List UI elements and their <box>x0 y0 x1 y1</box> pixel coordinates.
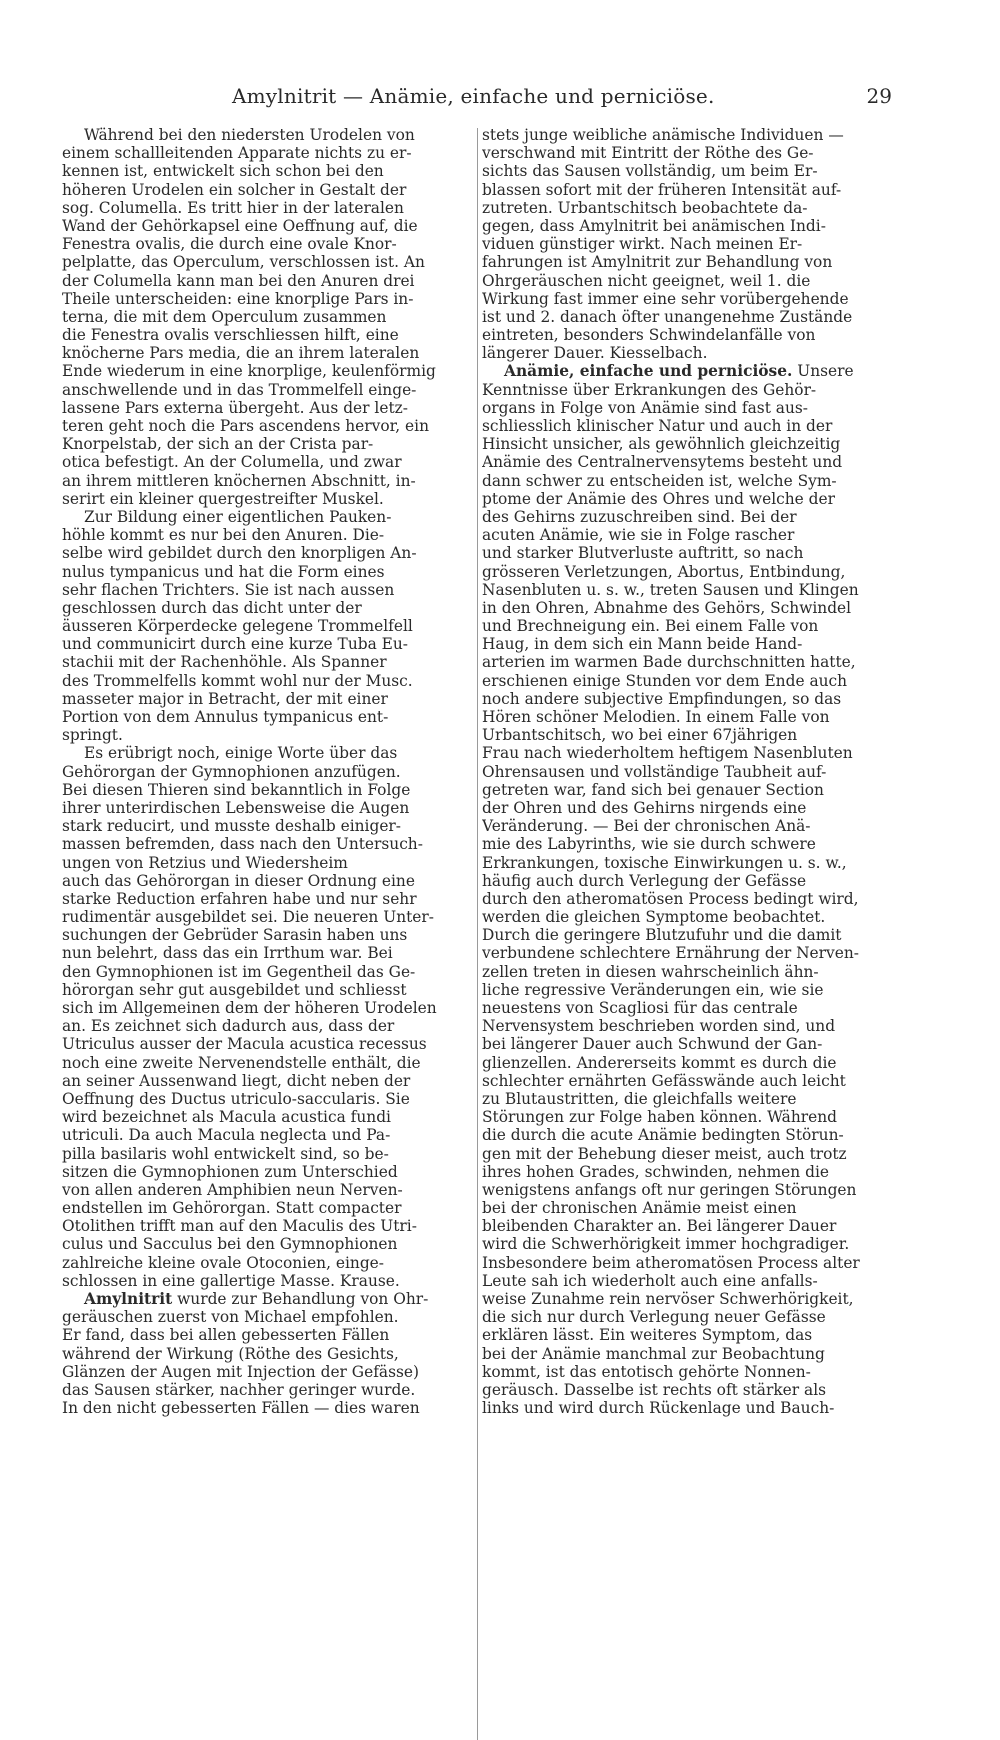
text-line <box>482 144 890 162</box>
line-text: Hören schöner Melodien. In einem Falle von <box>482 708 830 726</box>
text-line <box>482 563 890 581</box>
text-line <box>482 1217 890 1235</box>
line-text: auch das Gehörorgan in dieser Ordnung eine <box>62 871 415 890</box>
line-text: ungen von Retzius und Wiedersheim <box>62 853 348 872</box>
text-line <box>482 1035 890 1053</box>
line-text: grösseren Verletzungen, Abortus, Entbindung, <box>482 562 846 581</box>
line-text: in den Ohren, Abnahme des Gehörs, Schwindel <box>482 598 852 617</box>
text-line <box>62 672 474 690</box>
line-text: In den nicht gebesserten Fällen — dies waren <box>62 1399 420 1418</box>
text-line <box>482 181 890 199</box>
text-line <box>62 744 474 762</box>
line-text: kennen ist, entwickelt sich schon bei den <box>62 162 384 181</box>
text-line <box>482 417 890 435</box>
line-text: stark reducirt, und musste deshalb einiger- <box>62 817 401 836</box>
line-text: geräusch. Dasselbe ist rechts oft stärker als <box>482 1380 827 1399</box>
line-text: Kenntnisse über Erkrankungen des Gehör- <box>482 380 817 399</box>
line-text: erschienen einige Stunden vor dem Ende auch <box>482 671 848 690</box>
text-line <box>482 1108 890 1126</box>
line-text: getreten war, fand sich bei genauer Section <box>482 780 824 799</box>
line-text: werden die gleichen Symptome beobachtet. <box>482 908 826 927</box>
text-line <box>62 581 474 599</box>
text-line <box>62 526 474 544</box>
line-text: Theile unterscheiden: eine knorplige Pars in- <box>62 289 414 308</box>
text-line <box>62 1254 474 1272</box>
text-line <box>62 1090 474 1108</box>
text-line <box>482 344 890 362</box>
line-text: sichts das Sausen vollständig, um beim Er- <box>482 162 818 181</box>
line-text: die durch die acute Anämie bedingten Störun- <box>482 1126 844 1145</box>
text-line <box>62 1054 474 1072</box>
keyword-heading: Amylnitrit <box>84 1290 173 1308</box>
line-text: gegen, dass Amylnitrit bei anämischen Indi- <box>482 216 826 235</box>
line-text: von allen anderen Amphibien neun Nerven- <box>62 1180 403 1199</box>
text-line <box>482 963 890 981</box>
line-text: während der Wirkung (Röthe des Gesichts, <box>62 1344 399 1363</box>
line-text: Otolithen trifft man auf den Maculis des Utri- <box>62 1217 417 1236</box>
line-text: Portion von dem Annulus tympanicus ent- <box>62 708 389 726</box>
line-text: liche regressive Veränderungen ein, wie sie <box>482 980 824 999</box>
text-line <box>482 435 890 453</box>
text-line <box>62 144 474 162</box>
text-line <box>62 835 474 853</box>
text-line <box>482 1308 890 1326</box>
text-line <box>482 526 890 544</box>
text-line <box>62 1035 474 1053</box>
line-text: das Sausen stärker, nachher geringer wurde. <box>62 1380 416 1399</box>
text-line <box>482 1163 890 1181</box>
text-line <box>62 944 474 962</box>
line-text: arterien im warmen Bade durchschnitten hatte, <box>482 653 856 672</box>
line-text: hörorgan sehr gut ausgebildet und schliesst <box>62 980 407 999</box>
text-line <box>482 872 890 890</box>
line-text: links und wird durch Rückenlage und Bauch- <box>482 1399 835 1418</box>
text-line <box>482 1072 890 1090</box>
text-line <box>62 417 474 435</box>
line-text: Er fand, dass bei allen gebesserten Fällen <box>62 1326 390 1345</box>
text-line <box>482 890 890 908</box>
text-line <box>482 1290 890 1308</box>
line-text: neuestens von Scagliosi für das centrale <box>482 999 798 1017</box>
line-text: selbe wird gebildet durch den knorpligen An- <box>62 544 417 563</box>
text-line <box>482 854 890 872</box>
line-text: Wirkung fast immer eine sehr vorübergehende <box>482 289 849 308</box>
text-line <box>62 617 474 635</box>
text-line <box>482 835 890 853</box>
text-line <box>62 1399 474 1417</box>
line-text: und communicirt durch eine kurze Tuba Eu- <box>62 635 409 654</box>
text-line <box>482 1145 890 1163</box>
line-text: gen mit der Behebung dieser meist, auch trotz <box>482 1144 847 1163</box>
line-text: schlossen in eine gallertige Masse. Krause. <box>62 1271 400 1290</box>
text-line <box>62 217 474 235</box>
line-text: und Brechneigung ein. Bei einem Falle von <box>482 617 819 636</box>
text-line <box>482 908 890 926</box>
text-line <box>482 744 890 762</box>
text-line <box>62 1290 474 1308</box>
line-text: sehr flachen Trichters. Sie ist nach aussen <box>62 580 395 599</box>
line-text: Durch die geringere Blutzufuhr und die damit <box>482 926 842 945</box>
line-text: terna, die mit dem Operculum zusammen <box>62 307 387 326</box>
line-text: schliesslich klinischer Natur und auch in der <box>482 417 833 435</box>
text-line <box>62 1163 474 1181</box>
line-text: Glänzen der Augen mit Injection der Gefässe) <box>62 1362 419 1381</box>
text-line <box>482 690 890 708</box>
line-text: Während bei den niedersten Urodelen von <box>84 126 415 144</box>
line-text: erklären lässt. Ein weiteres Symptom, das <box>482 1326 813 1345</box>
line-text: sog. Columella. Es tritt hier in der lateralen <box>62 198 404 217</box>
line-text: Unsere <box>792 362 854 381</box>
line-text: an. Es zeichnet sich dadurch aus, dass der <box>62 1017 395 1036</box>
line-text: durch den atheromatösen Process bedingt wird, <box>482 889 859 908</box>
line-text: suchungen der Gebrüder Sarasin haben uns <box>62 926 408 945</box>
line-text: geräuschen zuerst von Michael empfohlen. <box>62 1308 399 1327</box>
line-text: stachii mit der Rachenhöhle. Als Spanner <box>62 653 387 672</box>
line-text: an ihrem mittleren knöchernen Abschnitt, in- <box>62 471 416 490</box>
line-text: noch eine zweite Nervenendstelle enthält, die <box>62 1053 421 1072</box>
text-line <box>482 453 890 471</box>
text-line <box>482 599 890 617</box>
text-line <box>62 290 474 308</box>
text-line <box>482 581 890 599</box>
text-line <box>62 490 474 508</box>
line-text: fahrungen ist Amylnitrit zur Behandlung von <box>482 253 833 272</box>
text-line <box>482 1399 890 1417</box>
text-line <box>62 162 474 180</box>
text-line <box>62 1181 474 1199</box>
line-text: geschlossen durch das dicht unter der <box>62 598 362 617</box>
text-line <box>62 890 474 908</box>
text-line <box>62 453 474 471</box>
text-line <box>482 508 890 526</box>
line-text: utriculi. Da auch Macula neglecta und Pa- <box>62 1126 391 1145</box>
line-text: weise Zunahme rein nervöser Schwerhörigkeit, <box>482 1290 854 1308</box>
text-line <box>482 272 890 290</box>
line-text: culus und Sacculus bei den Gymnophionen <box>62 1235 398 1254</box>
line-text: Störungen zur Folge haben können. Während <box>482 1108 837 1127</box>
text-line <box>62 763 474 781</box>
line-text: der Ohren und des Gehirns nirgends eine <box>482 798 807 817</box>
line-text: verbundene schlechtere Ernährung der Nerven- <box>482 944 859 963</box>
line-text: ptome der Anämie des Ohres und welche der <box>482 489 835 508</box>
line-text: knöcherne Pars media, die an ihrem lateralen <box>62 344 420 363</box>
text-line <box>482 126 890 144</box>
text-line <box>482 763 890 781</box>
line-text: ist und 2. danach öfter unangenehme Zustände <box>482 307 853 326</box>
line-text: den Gymnophionen ist im Gegentheil das Ge- <box>62 962 416 981</box>
text-line <box>482 290 890 308</box>
text-line <box>482 944 890 962</box>
line-text: der Columella kann man bei den Anuren drei <box>62 271 415 290</box>
line-text: lassene Pars externa übergeht. Aus der letz- <box>62 398 408 417</box>
line-text: verschwand mit Eintritt der Röthe des Ge- <box>482 144 814 163</box>
line-text: Nasenbluten u. s. w., treten Sausen und Klingen <box>482 580 859 599</box>
text-line <box>482 326 890 344</box>
line-text: mie des Labyrinths, wie sie durch schwere <box>482 835 816 854</box>
text-line <box>482 708 890 726</box>
line-text: blassen sofort mit der früheren Intensität auf- <box>482 180 842 199</box>
line-text: äusseren Körperdecke gelegene Trommelfell <box>62 617 413 636</box>
line-text: nulus tympanicus und hat die Form eines <box>62 562 385 581</box>
line-text: wird bezeichnet als Macula acustica fundi <box>62 1108 391 1127</box>
text-line <box>482 1199 890 1217</box>
line-text: endstellen im Gehörorgan. Statt compacter <box>62 1199 402 1218</box>
line-text: organs in Folge von Anämie sind fast aus- <box>482 398 808 417</box>
text-line <box>62 781 474 799</box>
line-text: die sich nur durch Verlegung neuer Gefässe <box>482 1308 826 1327</box>
text-line <box>62 344 474 362</box>
line-text: sitzen die Gymnophionen zum Unterschied <box>62 1162 398 1181</box>
line-text: Ohrensausen und vollständige Taubheit auf- <box>482 762 827 781</box>
line-text: eintreten, besonders Schwindelanfälle von <box>482 326 816 345</box>
text-line <box>62 708 474 726</box>
line-text: zahlreiche kleine ovale Otoconien, einge- <box>62 1253 384 1272</box>
line-text: Urbantschitsch, wo bei einer 67jährigen <box>482 726 798 745</box>
line-text: und starker Blutverluste auftritt, so nach <box>482 544 804 563</box>
text-line <box>482 217 890 235</box>
line-text: Bei diesen Thieren sind bekanntlich in Folge <box>62 780 411 799</box>
line-text: des Trommelfells kommt wohl nur der Musc. <box>62 671 413 690</box>
text-line <box>482 926 890 944</box>
line-text: ihrer unterirdischen Lebensweise die Augen <box>62 798 410 817</box>
line-text: viduen günstiger wirkt. Nach meinen Er- <box>482 235 803 254</box>
text-line <box>62 308 474 326</box>
line-text: häufig auch durch Verlegung der Gefässe <box>482 871 807 890</box>
line-text: stets junge weibliche anämische Individuen — <box>482 126 844 144</box>
line-text: anschwellende und in das Trommelfell einge- <box>62 380 417 399</box>
text-line <box>62 1326 474 1344</box>
text-line <box>482 1254 890 1272</box>
text-line <box>62 1235 474 1253</box>
line-text: starke Reduction erfahren habe und nur sehr <box>62 889 417 908</box>
text-line <box>62 981 474 999</box>
text-line <box>62 272 474 290</box>
text-line <box>62 435 474 453</box>
text-line <box>62 854 474 872</box>
text-line <box>62 635 474 653</box>
text-line <box>482 1345 890 1363</box>
text-line <box>482 981 890 999</box>
text-line <box>62 926 474 944</box>
text-line <box>482 781 890 799</box>
text-line <box>62 199 474 217</box>
line-text: wurde zur Behandlung von Ohr- <box>172 1290 429 1308</box>
text-line <box>482 999 890 1017</box>
line-text: ihres hohen Grades, schwinden, nehmen die <box>482 1162 829 1181</box>
text-line <box>62 1363 474 1381</box>
text-line <box>62 799 474 817</box>
text-line <box>62 181 474 199</box>
text-line <box>62 1345 474 1363</box>
line-text: Oeffnung des Ductus utriculo-saccularis. Sie <box>62 1089 410 1108</box>
text-line <box>62 399 474 417</box>
line-text: Haug, in dem sich ein Mann beide Hand- <box>482 635 803 654</box>
text-line <box>62 253 474 271</box>
keyword-heading: Anämie, einfache und perniciöse. <box>504 362 793 381</box>
text-line <box>62 690 474 708</box>
text-line <box>62 544 474 562</box>
text-line <box>482 199 890 217</box>
line-text: massen befremden, dass nach den Untersuch- <box>62 835 423 854</box>
line-text: Hinsicht unsicher, als gewöhnlich gleichzeitig <box>482 435 841 454</box>
line-text: rudimentär ausgebildet sei. Die neueren Unter- <box>62 908 434 927</box>
text-line <box>62 126 474 144</box>
text-line <box>482 472 890 490</box>
line-text: Leute sah ich wiederholt auch eine anfalls- <box>482 1271 818 1290</box>
text-line <box>482 799 890 817</box>
right-column <box>482 126 890 1417</box>
text-line <box>62 381 474 399</box>
text-line <box>482 635 890 653</box>
line-text: sich im Allgemeinen dem der höheren Urodelen <box>62 999 437 1017</box>
text-line <box>62 472 474 490</box>
line-text: dann schwer zu entscheiden ist, welche Sym- <box>482 471 837 490</box>
line-text: Ende wiederum in eine knorplige, keulenförmig <box>62 362 436 381</box>
text-line <box>482 1181 890 1199</box>
line-text: noch andere subjective Empfindungen, so das <box>482 689 842 708</box>
line-text: pelplatte, das Operculum, verschlossen ist. An <box>62 253 425 272</box>
text-line <box>62 1145 474 1163</box>
line-text: bleibenden Charakter an. Bei längerer Dauer <box>482 1217 837 1236</box>
line-text: Anämie des Centralnervensytems besteht und <box>482 453 843 472</box>
line-text: springt. <box>62 726 123 745</box>
line-text: schlechter ernährten Gefässwände auch leicht <box>482 1071 846 1090</box>
line-text: wird die Schwerhörigkeit immer hochgradiger. <box>482 1235 850 1254</box>
text-line <box>62 1308 474 1326</box>
line-text: acuten Anämie, wie sie in Folge rascher <box>482 526 795 545</box>
line-text: längerer Dauer. Kiesselbach. <box>482 344 708 363</box>
line-text: bei der chronischen Anämie meist einen <box>482 1199 797 1218</box>
line-text: wenigstens anfangs oft nur geringen Störungen <box>482 1180 857 1199</box>
line-text: Es erübrigt noch, einige Worte über das <box>84 744 398 763</box>
line-text: Nervensystem beschrieben worden sind, und <box>482 1017 836 1036</box>
text-line <box>482 490 890 508</box>
text-line <box>482 726 890 744</box>
line-text: bei der Anämie manchmal zur Beobachtung <box>482 1344 825 1363</box>
line-text: masseter major in Betracht, der mit einer <box>62 689 388 708</box>
line-text: höheren Urodelen ein solcher in Gestalt der <box>62 180 407 199</box>
text-line <box>482 617 890 635</box>
text-line <box>62 235 474 253</box>
line-text: pilla basilaris wohl entwickelt sind, so be- <box>62 1144 389 1163</box>
line-text: die Fenestra ovalis verschliessen hilft, eine <box>62 326 399 345</box>
text-line <box>482 1090 890 1108</box>
text-line <box>62 817 474 835</box>
running-head: Amylnitrit — Anämie, einfache und perniciöse. <box>232 84 715 108</box>
text-line <box>482 672 890 690</box>
text-line <box>482 1326 890 1344</box>
text-line <box>62 326 474 344</box>
text-line <box>62 1072 474 1090</box>
text-line <box>482 817 890 835</box>
text-line <box>482 381 890 399</box>
line-text: Insbesondere beim atheromatösen Process alter <box>482 1253 860 1272</box>
left-column <box>62 126 474 1417</box>
text-line <box>62 872 474 890</box>
line-text: nun belehrt, dass das ein Irrthum war. Bei <box>62 944 393 963</box>
line-text: an seiner Aussenwand liegt, dicht neben der <box>62 1071 411 1090</box>
line-text: teren geht noch die Pars ascendens hervor, ein <box>62 417 429 435</box>
text-line <box>482 235 890 253</box>
text-line <box>482 362 890 380</box>
text-line <box>62 999 474 1017</box>
text-line <box>62 1381 474 1399</box>
column-divider <box>477 128 478 1740</box>
line-text: bei längerer Dauer auch Schwund der Gan- <box>482 1035 823 1054</box>
line-text: Wand der Gehörkapsel eine Oeffnung auf, die <box>62 216 418 235</box>
line-text: kommt, ist das entotisch gehörte Nonnen- <box>482 1362 811 1381</box>
line-text: Ohrgeräuschen nicht geeignet, weil 1. die <box>482 271 811 290</box>
text-line <box>482 1381 890 1399</box>
text-line <box>62 1017 474 1035</box>
text-line <box>482 653 890 671</box>
text-line <box>62 1108 474 1126</box>
text-line <box>482 1363 890 1381</box>
line-text: Erkrankungen, toxische Einwirkungen u. s. w., <box>482 853 847 872</box>
text-line <box>482 544 890 562</box>
line-text: zutreten. Urbantschitsch beobachtete da- <box>482 198 808 217</box>
line-text: zu Blutaustritten, die gleichfalls weitere <box>482 1089 797 1108</box>
text-line <box>482 253 890 271</box>
text-line <box>62 508 474 526</box>
text-line <box>62 653 474 671</box>
text-line <box>482 1272 890 1290</box>
text-line <box>62 963 474 981</box>
line-text: Gehörorgan der Gymnophionen anzufügen. <box>62 762 401 781</box>
line-text: Frau nach wiederholtem heftigem Nasenbluten <box>482 744 853 763</box>
page-number: 29 <box>866 84 892 108</box>
text-line <box>62 726 474 744</box>
text-line <box>482 1126 890 1144</box>
line-text: Veränderung. — Bei der chronischen Anä- <box>482 817 811 836</box>
text-line <box>482 162 890 180</box>
text-line <box>482 308 890 326</box>
text-line <box>62 362 474 380</box>
text-line <box>482 1054 890 1072</box>
text-line <box>482 399 890 417</box>
text-line <box>62 1199 474 1217</box>
text-line <box>62 908 474 926</box>
line-text: glienzellen. Andererseits kommt es durch die <box>482 1053 837 1072</box>
page-header <box>232 84 892 114</box>
line-text: otica befestigt. An der Columella, und zwar <box>62 453 402 472</box>
line-text: des Gehirns zuzuschreiben sind. Bei der <box>482 507 797 526</box>
line-text: Utriculus ausser der Macula acustica recessus <box>62 1035 427 1054</box>
text-line <box>62 563 474 581</box>
text-line <box>62 1217 474 1235</box>
text-line <box>482 1017 890 1035</box>
line-text: Fenestra ovalis, die durch eine ovale Knor- <box>62 235 397 254</box>
text-line <box>482 1235 890 1253</box>
text-line <box>62 599 474 617</box>
line-text: Knorpelstab, der sich an der Crista par- <box>62 435 374 454</box>
line-text: höhle kommt es nur bei den Anuren. Die- <box>62 526 385 545</box>
line-text: zellen treten in diesen wahrscheinlich ähn- <box>482 962 819 981</box>
text-line <box>62 1272 474 1290</box>
line-text: einem schallleitenden Apparate nichts zu er- <box>62 144 412 163</box>
line-text: Zur Bildung einer eigentlichen Pauken- <box>84 507 392 526</box>
line-text: serirt ein kleiner quergestreifter Muskel. <box>62 489 384 508</box>
text-line <box>62 1126 474 1144</box>
